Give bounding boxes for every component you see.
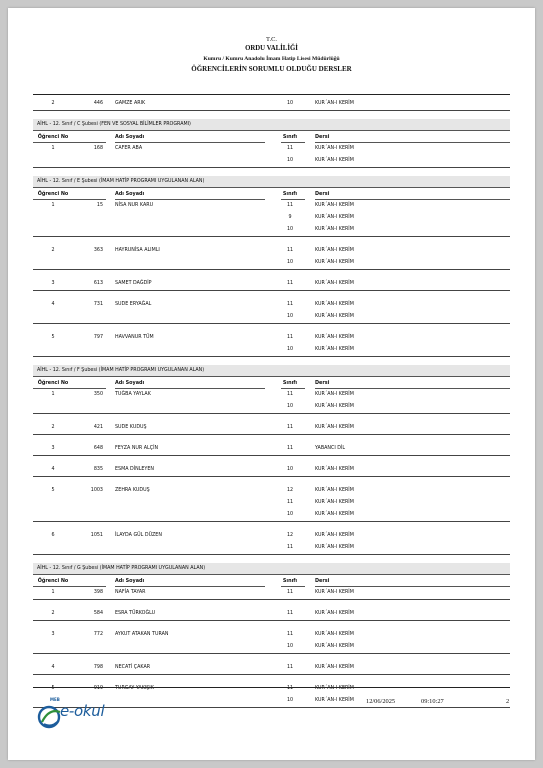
- course-class: 11: [286, 335, 294, 340]
- student-number: 15: [96, 203, 103, 208]
- column-header-class: Sınıfı: [282, 191, 298, 197]
- course-name: KUR´AN-I KERİM: [315, 500, 354, 505]
- course-class: 11: [286, 611, 294, 616]
- course-name: KUR´AN-I KERİM: [315, 644, 354, 649]
- course-class: 11: [286, 392, 294, 397]
- student-number: 613: [93, 281, 103, 286]
- student-name: FEYZA NUR ALÇİN: [115, 446, 159, 451]
- table-row: [33, 389, 510, 401]
- table-row: [33, 257, 510, 270]
- column-header-course: Dersi: [315, 134, 330, 140]
- column-header-row: [33, 377, 510, 389]
- student-name: NECATİ ÇAKAR: [115, 665, 151, 670]
- student-name: SUDE ERYAĞAL: [115, 302, 152, 307]
- course-name: KUR´AN-I KERİM: [315, 533, 354, 538]
- row-index: 2: [51, 425, 55, 430]
- course-name: KUR´AN-I KERİM: [315, 158, 354, 163]
- row-index: 1: [51, 590, 55, 595]
- row-index: 1: [51, 203, 55, 208]
- row-spacer: [33, 621, 510, 629]
- header-line-school: Kumru / Kumru Anadolu İmam Hatip Lisesi Müdürlüğü: [203, 56, 340, 62]
- row-spacer: [33, 435, 510, 443]
- row-spacer: [33, 456, 510, 464]
- table-row: [33, 542, 510, 555]
- course-name: KUR´AN-I KERİM: [315, 632, 354, 637]
- column-header-row: [33, 575, 510, 587]
- table-row: [33, 344, 510, 357]
- row-spacer: [33, 111, 510, 119]
- course-class: 11: [286, 281, 294, 286]
- row-index: 4: [51, 665, 55, 670]
- column-header-class: Sınıfı: [282, 380, 298, 386]
- row-index: 3: [51, 632, 55, 637]
- student-course-table: [33, 95, 510, 716]
- print-date: 12/06/2025: [366, 698, 396, 705]
- course-class: 11: [286, 446, 294, 451]
- row-spacer: [33, 555, 510, 563]
- row-spacer: [33, 477, 510, 485]
- row-spacer: [33, 168, 510, 176]
- course-name: YABANCI DİL: [315, 446, 346, 451]
- table-row: [33, 245, 510, 257]
- course-class: 11: [286, 500, 294, 505]
- document-title: ÖĞRENCİLERİN SORUMLU OLDUĞU DERSLER: [191, 65, 352, 73]
- course-class: 11: [286, 590, 294, 595]
- course-name: KUR´AN-I KERİM: [315, 101, 354, 106]
- course-class: 11: [286, 203, 294, 208]
- student-number: 648: [93, 446, 103, 451]
- course-class: 12: [286, 488, 294, 493]
- course-class: 10: [286, 227, 294, 232]
- course-name: KUR´AN-I KERİM: [315, 392, 354, 397]
- column-header-course: Dersi: [315, 380, 330, 386]
- student-name: GAMZE ARIK: [115, 101, 146, 106]
- course-name: KUR´AN-I KERİM: [315, 545, 354, 550]
- course-class: 10: [286, 260, 294, 265]
- document-page: [8, 8, 535, 760]
- student-number: 772: [93, 632, 103, 637]
- student-number: 168: [93, 146, 103, 151]
- row-index: 1: [51, 146, 55, 151]
- course-class: 10: [286, 698, 294, 703]
- student-name: AYKUT ATAKAN TURAN: [115, 632, 169, 637]
- section-title: AİHL - 12. Sınıf / C Şubesi (FEN VE SOSYAL BİLİMLER PROGRAMI): [33, 119, 510, 131]
- row-spacer: [33, 414, 510, 422]
- student-name: HAYRUNİSA ALIMLI: [115, 248, 160, 253]
- column-header-course: Dersi: [315, 578, 330, 584]
- course-name: KUR´AN-I KERİM: [315, 404, 354, 409]
- row-spacer: [33, 654, 510, 662]
- student-name: SAMET DAĞDİP: [115, 281, 152, 286]
- student-number: 1003: [90, 488, 103, 493]
- table-row: [33, 509, 510, 522]
- course-class: 11: [286, 632, 294, 637]
- column-header-name: Adı Soyadı: [115, 134, 145, 140]
- row-spacer: [33, 324, 510, 332]
- student-name: NAFİA TAYAR: [115, 590, 146, 595]
- table-row: [33, 212, 510, 224]
- column-header-name: Adı Soyadı: [115, 191, 145, 197]
- course-class: 10: [286, 512, 294, 517]
- course-name: KUR´AN-I KERİM: [315, 425, 354, 430]
- course-name: KUR´AN-I KERİM: [315, 347, 354, 352]
- column-header-student-no: Öğrenci No: [37, 578, 69, 584]
- column-header-class: Sınıfı: [282, 578, 298, 584]
- row-spacer: [33, 357, 510, 365]
- table-row: [33, 401, 510, 414]
- column-header-class: Sınıfı: [282, 134, 298, 140]
- table-row: [33, 587, 510, 600]
- student-number: 798: [93, 665, 103, 670]
- row-spacer: [33, 291, 510, 299]
- student-name: CAFER ABA: [115, 146, 143, 151]
- student-number: 797: [93, 335, 103, 340]
- course-class: 10: [286, 467, 294, 472]
- section-title: AİHL - 12. Sınıf / G Şubesi (İMAM HATİP PROGRAMI UYGULANAN ALAN): [33, 563, 510, 575]
- column-header-name: Adı Soyadı: [115, 578, 145, 584]
- row-index: 5: [51, 686, 55, 691]
- course-class: 11: [286, 425, 294, 430]
- course-name: KUR´AN-I KERİM: [315, 203, 354, 208]
- course-class: 11: [286, 545, 294, 550]
- table-row: [33, 683, 510, 695]
- course-name: KUR´AN-I KERİM: [315, 260, 354, 265]
- course-name: KUR´AN-I KERİM: [315, 146, 354, 151]
- course-name: KUR´AN-I KERİM: [315, 698, 354, 703]
- row-index: 2: [51, 101, 55, 106]
- student-number: 919: [93, 686, 103, 691]
- table-row: [33, 629, 510, 641]
- e-okul-wordmark: e-okul: [60, 702, 105, 720]
- table-row: [33, 464, 510, 477]
- table-row: [33, 155, 510, 168]
- row-spacer: [33, 600, 510, 608]
- table-row: [33, 98, 510, 111]
- course-name: KUR´AN-I KERİM: [315, 215, 354, 220]
- course-class: 11: [286, 302, 294, 307]
- print-time: 09:10:27: [421, 698, 444, 705]
- page-number: 2: [506, 698, 510, 705]
- header-line-tc: T.C.: [265, 36, 278, 43]
- table-row: [33, 143, 510, 155]
- row-spacer: [33, 270, 510, 278]
- row-index: 4: [51, 467, 55, 472]
- table-row: [33, 443, 510, 456]
- course-name: KUR´AN-I KERİM: [315, 314, 354, 319]
- course-name: KUR´AN-I KERİM: [315, 512, 354, 517]
- course-class: 10: [286, 314, 294, 319]
- student-name: TURGAY YAKIŞIK: [115, 686, 154, 691]
- row-index: 3: [51, 446, 55, 451]
- course-class: 11: [286, 686, 294, 691]
- course-name: KUR´AN-I KERİM: [315, 227, 354, 232]
- course-class: 12: [286, 533, 294, 538]
- course-name: KUR´AN-I KERİM: [315, 488, 354, 493]
- student-number: 835: [93, 467, 103, 472]
- column-header-student-no: Öğrenci No: [37, 380, 69, 386]
- student-name: ZEHRA KUDUŞ: [115, 488, 150, 493]
- student-number: 398: [93, 590, 103, 595]
- student-number: 446: [93, 101, 103, 106]
- table-row: [33, 608, 510, 621]
- table-row: [33, 224, 510, 237]
- row-index: 5: [51, 488, 55, 493]
- course-class: 9: [288, 215, 292, 220]
- student-number: 421: [93, 425, 103, 430]
- section-title: AİHL - 12. Sınıf / E Şubesi (İMAM HATİP PROGRAMI UYGULANAN ALAN): [33, 176, 510, 188]
- student-name: TUĞBA YAYLAK: [115, 392, 151, 397]
- table-row: [33, 311, 510, 324]
- table-row: [33, 200, 510, 212]
- student-number: 1051: [90, 533, 103, 538]
- row-index: 1: [51, 392, 55, 397]
- course-name: KUR´AN-I KERİM: [315, 281, 354, 286]
- table-row: [33, 299, 510, 311]
- column-header-name: Adı Soyadı: [115, 380, 145, 386]
- row-index: 2: [51, 248, 55, 253]
- course-class: 11: [286, 146, 294, 151]
- table-row: [33, 332, 510, 344]
- student-name: NİSA NUR KARU: [115, 203, 154, 208]
- student-name: ESMA DİNLEYEN: [115, 467, 154, 472]
- course-name: KUR´AN-I KERİM: [315, 302, 354, 307]
- table-row: [33, 278, 510, 291]
- student-number: 731: [93, 302, 103, 307]
- course-name: KUR´AN-I KERİM: [315, 686, 354, 691]
- course-name: KUR´AN-I KERİM: [315, 611, 354, 616]
- course-name: KUR´AN-I KERİM: [315, 335, 354, 340]
- section-title: AİHL - 12. Sınıf / F Şubesi (İMAM HATİP PROGRAMI UYGULANAN ALAN): [33, 365, 510, 377]
- footer-divider: [33, 687, 510, 688]
- course-name: KUR´AN-I KERİM: [315, 467, 354, 472]
- student-name: SUDE KUDUŞ: [115, 425, 147, 430]
- column-header-row: [33, 131, 510, 143]
- course-class: 11: [286, 665, 294, 670]
- course-class: 10: [286, 404, 294, 409]
- student-name: HAVVANUR TÜM: [115, 335, 154, 340]
- row-spacer: [33, 237, 510, 245]
- table-row: [33, 641, 510, 654]
- meb-label: MEB: [50, 697, 60, 702]
- table-row: [33, 422, 510, 435]
- student-name: İLAYDA GÜL DÜZEN: [115, 533, 162, 538]
- course-class: 10: [286, 101, 294, 106]
- row-index: 5: [51, 335, 55, 340]
- student-number: 363: [93, 248, 103, 253]
- course-class: 10: [286, 644, 294, 649]
- course-name: KUR´AN-I KERİM: [315, 590, 354, 595]
- row-index: 2: [51, 611, 55, 616]
- header-line-valilik: ORDU VALİLİĞİ: [245, 45, 298, 52]
- e-okul-logo: [36, 696, 126, 732]
- column-header-student-no: Öğrenci No: [37, 191, 69, 197]
- table-row: [33, 662, 510, 675]
- student-name: ESRA TÜRKOĞLU: [115, 611, 156, 616]
- course-class: 10: [286, 158, 294, 163]
- student-number: 350: [93, 392, 103, 397]
- course-name: KUR´AN-I KERİM: [315, 665, 354, 670]
- table-row: [33, 497, 510, 509]
- table-row: [33, 485, 510, 497]
- course-class: 11: [286, 248, 294, 253]
- row-index: 3: [51, 281, 55, 286]
- row-spacer: [33, 522, 510, 530]
- student-number: 584: [93, 611, 103, 616]
- course-name: KUR´AN-I KERİM: [315, 248, 354, 253]
- row-spacer: [33, 675, 510, 683]
- table-row: [33, 530, 510, 542]
- column-header-course: Dersi: [315, 191, 330, 197]
- column-header-row: [33, 188, 510, 200]
- row-index: 4: [51, 302, 55, 307]
- row-index: 6: [51, 533, 55, 538]
- column-header-student-no: Öğrenci No: [37, 134, 69, 140]
- course-class: 10: [286, 347, 294, 352]
